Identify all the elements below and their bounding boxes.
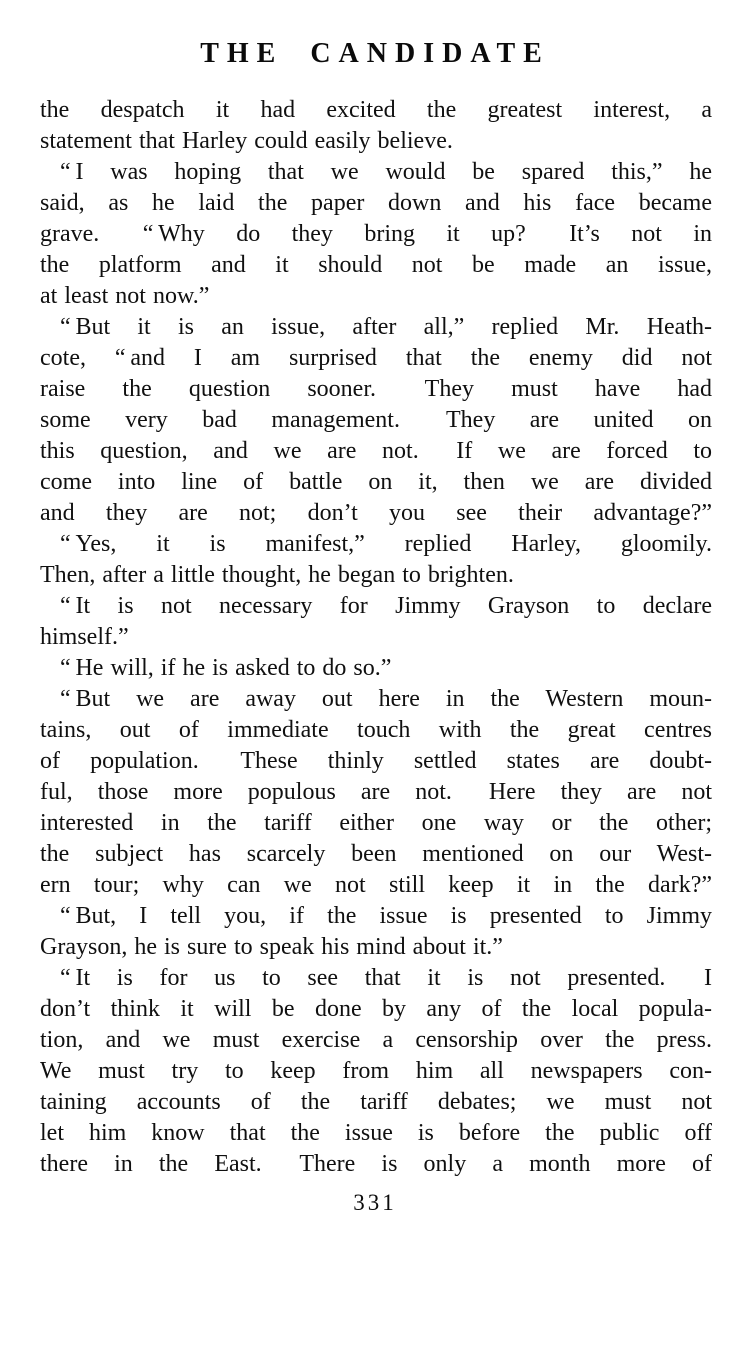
text-line: and they are not; don’t you see their advantage?” [40,500,712,526]
text-line: “ I was hoping that we would be spared this,” he [60,159,712,185]
page-number: 331 [353,1190,397,1215]
text-line: the despatch it had excited the greatest interest, a [40,97,712,123]
text-line: let him know that the issue is before the public off [40,1120,712,1146]
text-line: “ But we are away out here in the Western moun- [60,686,712,712]
text-line: himself.” [40,624,129,650]
text-line: tains, out of immediate touch with the great centres [40,717,712,743]
text-line: the subject has scarcely been mentioned on our West- [40,841,712,867]
text-line: ern tour; why can we not still keep it in the dark?” [40,872,712,898]
text-line: “ But, I tell you, if the issue is presented to Jimmy [60,903,712,929]
text-line: said, as he laid the paper down and his face became [40,190,712,216]
text-line: statement that Harley could easily believe. [40,128,453,154]
text-line: tion, and we must exercise a censorship over the press. [40,1027,712,1053]
text-line: “ It is for us to see that it is not presented. I [60,965,712,991]
page-title: THE CANDIDATE [200,38,550,69]
text-line: this question, and we are not. If we are forced to [40,438,712,464]
page-text [40,95,712,1180]
text-line: of population. These thinly settled states are doubt- [40,748,712,774]
text-line: taining accounts of the tariff debates; we must not [40,1089,712,1115]
text-line: ful, those more populous are not. Here they are not [40,779,712,805]
text-line: some very bad management. They are united on [40,407,712,433]
text-line: grave. “ Why do they bring it up? It’s not in [40,221,712,247]
text-line: the platform and it should not be made an issue, [40,252,712,278]
text-line: interested in the tariff either one way or the other; [40,810,712,836]
text-line: raise the question sooner. They must have had [40,376,712,402]
text-line: there in the East. There is only a month more of [40,1151,712,1177]
text-line: cote, “ and I am surprised that the enemy did not [40,345,712,371]
text-line: “ It is not necessary for Jimmy Grayson to declare [60,593,712,619]
text-line: at least not now.” [40,283,210,309]
text-line: don’t think it will be done by any of the local popula- [40,996,712,1022]
text-line: Grayson, he is sure to speak his mind about it.” [40,934,503,960]
text-line: “ He will, if he is asked to do so.” [60,655,392,681]
text-line: Then, after a little thought, he began to brighten. [40,562,514,588]
text-line: We must try to keep from him all newspapers con- [40,1058,712,1084]
text-line: “ But it is an issue, after all,” replied Mr. Heath- [60,314,712,340]
text-line: come into line of battle on it, then we are divided [40,469,712,495]
text-line: “ Yes, it is manifest,” replied Harley, gloomily. [60,531,712,557]
